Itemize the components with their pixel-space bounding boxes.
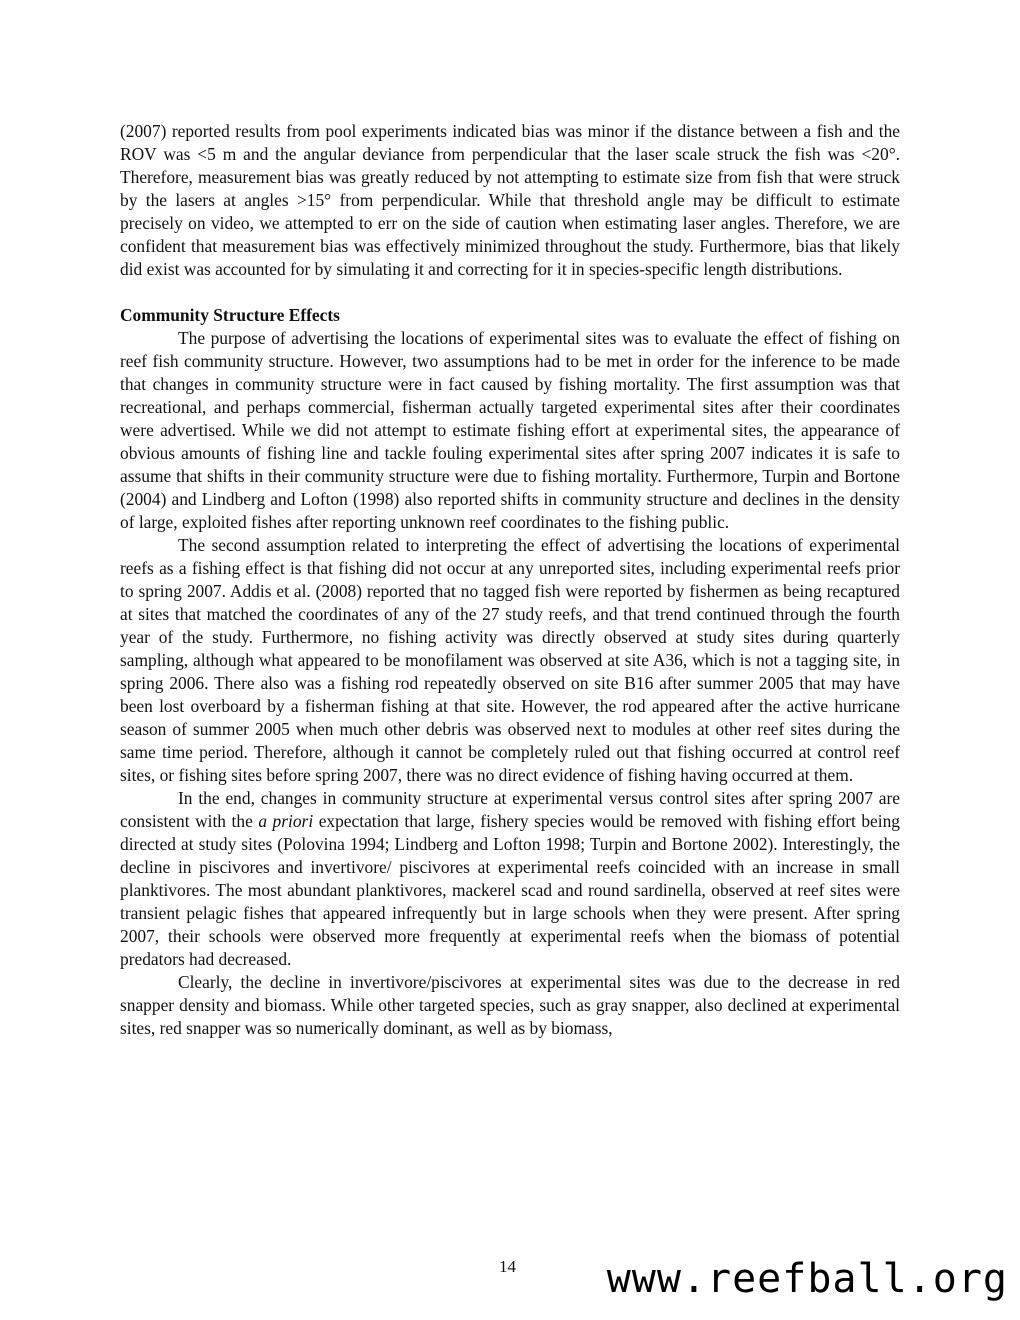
paragraph-text: In the end, changes in community structure at experimental versus control sites after spring 2007 are consistent with the [120,788,900,831]
page-number: 14 [499,1257,516,1276]
paragraph [120,787,900,971]
section-heading: Community Structure Effects [120,305,340,325]
paragraph: The second assumption related to interpreting the effect of advertising the locations of experimental reefs as a fishing effect is that fishing did not occur at any unreported sites, including experimental reefs prior to spring 2007. Addis et al. (2008) reported that no tagged fish were reported by fishermen as being recaptured at sites that matched the coordinates of any of the 27 study reefs, and that trend continued through the fourth year of the study. Furthermore, no fishing activity was directly observed at study sites during quarterly sampling, although what appeared to be monofilament was observed at site A36, which is not a tagging site, in spring 2006. There also was a fishing rod repeatedly observed on site B16 after summer 2005 that may have been lost overboard by a fisherman fishing at that site. However, the rod appeared after the active hurricane season of summer 2005 when much other debris was observed next to modules at other reef sites during the same time period. Therefore, although it cannot be completely ruled out that fishing occurred at control reef sites, or fishing sites before spring 2007, there was no direct evidence of fishing having occurred at them. [120,535,900,785]
paragraph-gap [120,281,900,304]
paragraph: The purpose of advertising the locations of experimental sites was to evaluate the effect of fishing on reef fish community structure. However, two assumptions had to be met in order for the inference to be made that changes in community structure were in fact caused by fishing mortality. The first assumption was that recreational, and perhaps commercial, fisherman actually targeted experimental sites after their coordinates were advertised. While we did not attempt to estimate fishing effort at experimental sites, the appearance of obvious amounts of fishing line and tackle fouling experimental sites after spring 2007 indicates it is safe to assume that shifts in their community structure were due to fishing mortality. Furthermore, Turpin and Bortone (2004) and Lindberg and Lofton (1998) also reported shifts in community structure and declines in the density of large, exploited fishes after reporting unknown reef coordinates to the fishing public. [120,328,900,532]
paragraph: (2007) reported results from pool experiments indicated bias was minor if the distance between a fish and the ROV was <5 m and the angular deviance from perpendicular that the laser scale struck the fish was <20°. Therefore, measurement bias was greatly reduced by not attempting to estimate size from fish that were struck by the lasers at angles >15° from perpendicular. While that threshold angle may be difficult to estimate precisely on video, we attempted to err on the side of caution when estimating laser angles. Therefore, we are confident that measurement bias was effectively minimized throughout the study. Furthermore, bias that likely did exist was accounted for by simulating it and correcting for it in species-specific length distributions. [120,121,900,279]
italic-term: a priori [258,811,314,831]
paragraph: Clearly, the decline in invertivore/piscivores at experimental sites was due to the decrease in red snapper density and biomass. While other targeted species, such as gray snapper, also declined at experimental sites, red snapper was so numerically dominant, as well as by biomass, [120,972,900,1038]
paragraph-text: expectation that large, fishery species would be removed with fishing effort being directed at study sites (Polovina 1994; Lindberg and Lofton 1998; Turpin and Bortone 2002). Interestingly, the decline in piscivores and invertivore/ piscivores at experimental reefs coincided with an increase in small planktivores. The most abundant planktivores, mackerel scad and round sardinella, observed at reef sites were transient pelagic fishes that appeared infrequently but in large schools when they were present. After spring 2007, their schools were observed more frequently at experimental reefs when the biomass of potential predators had decreased. [120,811,900,969]
watermark-url: www.reefball.org [606,1256,1008,1302]
document-body [120,120,900,1040]
